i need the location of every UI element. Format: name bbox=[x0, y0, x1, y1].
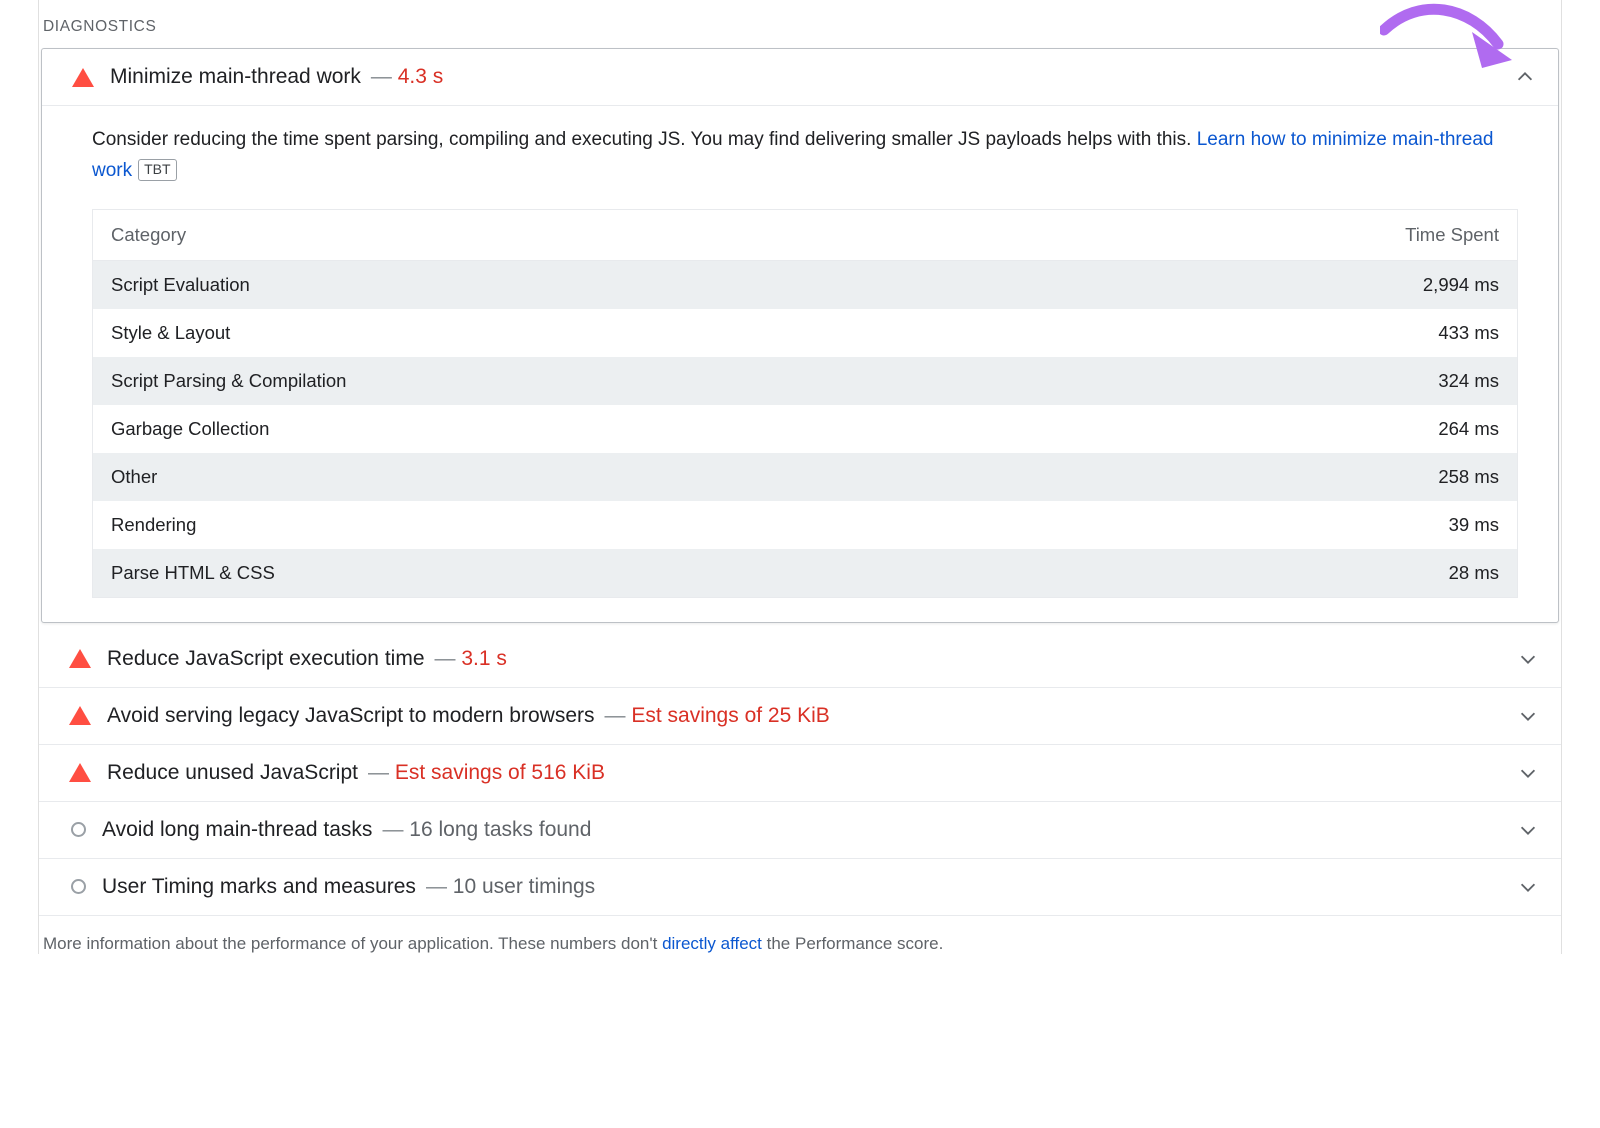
audit-title: Avoid long main-thread tasks bbox=[102, 817, 373, 841]
audit-value-dash: — bbox=[370, 65, 392, 88]
cell-time-spent: 258 ms bbox=[1438, 465, 1499, 487]
audit-user-timing-marks-and-measures[interactable] bbox=[39, 859, 1561, 916]
cell-category: Script Evaluation bbox=[111, 273, 250, 295]
chevron-down-icon[interactable] bbox=[1517, 762, 1539, 784]
audit-title: User Timing marks and measures bbox=[102, 874, 416, 898]
audit-header[interactable] bbox=[39, 802, 1561, 858]
fail-triangle-icon bbox=[72, 68, 94, 87]
table-head bbox=[93, 209, 1518, 260]
diagnostics-panel bbox=[38, 0, 1562, 954]
cell-time-spent: 39 ms bbox=[1448, 513, 1499, 535]
audit-title: Minimize main-thread work bbox=[110, 65, 361, 88]
cell-time-spent: 2,994 ms bbox=[1422, 273, 1499, 295]
info-circle-icon bbox=[71, 879, 86, 894]
info-circle-icon bbox=[71, 822, 86, 837]
table-row bbox=[93, 309, 1518, 357]
cell-time-spent: 264 ms bbox=[1438, 417, 1499, 439]
table-row bbox=[93, 549, 1518, 598]
audit-value-dash: — bbox=[425, 874, 447, 898]
cell-time-spent: 433 ms bbox=[1438, 321, 1499, 343]
chevron-down-icon[interactable] bbox=[1517, 819, 1539, 841]
audit-avoid-legacy-javascript[interactable] bbox=[39, 688, 1561, 745]
table-body bbox=[93, 260, 1518, 597]
footer-text-before: More information about the performance of your application. These numbers don't bbox=[43, 933, 663, 953]
audit-value-dash: — bbox=[604, 703, 626, 727]
section-title: DIAGNOSTICS bbox=[43, 18, 157, 35]
fail-triangle-icon bbox=[69, 706, 91, 725]
cell-category: Rendering bbox=[111, 513, 197, 535]
audit-value-text: 10 user timings bbox=[452, 874, 596, 898]
audit-reduce-javascript-execution-time[interactable] bbox=[39, 631, 1561, 688]
audit-minimize-main-thread-work[interactable] bbox=[41, 48, 1559, 623]
cell-time-spent: 324 ms bbox=[1438, 369, 1499, 391]
audit-value bbox=[426, 875, 595, 899]
audit-reduce-unused-javascript[interactable] bbox=[39, 745, 1561, 802]
audit-title: Avoid serving legacy JavaScript to modern browsers bbox=[107, 703, 595, 727]
audit-description-text: Consider reducing the time spent parsing, compiling and executing JS. You may find delivering smaller JS payloads helps with this. bbox=[92, 129, 1197, 150]
audit-title: Reduce JavaScript execution time bbox=[107, 646, 425, 670]
diagnostics-footer-note bbox=[39, 916, 1561, 954]
column-header-time-spent: Time Spent bbox=[1056, 209, 1518, 260]
audit-value-dash: — bbox=[382, 817, 404, 841]
fail-triangle-icon bbox=[69, 763, 91, 782]
fail-triangle-icon bbox=[69, 649, 91, 668]
audit-description bbox=[92, 124, 1512, 187]
audit-title: Reduce unused JavaScript bbox=[107, 760, 358, 784]
audit-header[interactable] bbox=[39, 631, 1561, 687]
table-row bbox=[93, 501, 1518, 549]
chevron-down-icon[interactable] bbox=[1517, 876, 1539, 898]
chevron-up-icon[interactable] bbox=[1514, 66, 1536, 88]
audit-value bbox=[382, 818, 591, 842]
metric-chip-tbt: TBT bbox=[138, 159, 176, 181]
column-header-category: Category bbox=[93, 209, 1056, 260]
audit-header[interactable] bbox=[39, 688, 1561, 744]
audit-value bbox=[368, 761, 605, 785]
collapsed-audit-list bbox=[39, 631, 1561, 916]
audit-value-dash: — bbox=[368, 760, 389, 784]
audit-value-text: Est savings of 25 KiB bbox=[631, 703, 830, 727]
audit-value bbox=[435, 647, 507, 671]
audit-header[interactable] bbox=[42, 49, 1558, 106]
table-row bbox=[93, 405, 1518, 453]
audit-value bbox=[605, 704, 830, 728]
audit-header[interactable] bbox=[39, 859, 1561, 915]
directly-affect-link[interactable]: directly affect bbox=[662, 933, 762, 953]
main-thread-breakdown-table bbox=[92, 209, 1518, 598]
audit-value-text: 16 long tasks found bbox=[409, 817, 592, 841]
audit-value-text: 3.1 s bbox=[461, 646, 507, 670]
cell-category: Parse HTML & CSS bbox=[111, 561, 275, 583]
cell-category: Style & Layout bbox=[111, 321, 231, 343]
audit-value bbox=[371, 65, 443, 89]
table-row bbox=[93, 260, 1518, 309]
table-header-row bbox=[93, 209, 1518, 260]
audit-body bbox=[42, 106, 1558, 622]
learn-more-link[interactable]: Learn how to minimize main-thread work bbox=[92, 129, 1494, 182]
audit-value-dash: — bbox=[434, 646, 456, 670]
chevron-down-icon[interactable] bbox=[1517, 648, 1539, 670]
cell-time-spent: 28 ms bbox=[1448, 561, 1499, 583]
audit-header[interactable] bbox=[39, 745, 1561, 801]
audit-avoid-long-main-thread-tasks[interactable] bbox=[39, 802, 1561, 859]
table-row bbox=[93, 453, 1518, 501]
audit-value-text: Est savings of 516 KiB bbox=[394, 760, 605, 784]
cell-category: Other bbox=[111, 465, 158, 487]
table-row bbox=[93, 357, 1518, 405]
audit-value-text: 4.3 s bbox=[397, 65, 444, 88]
cell-category: Garbage Collection bbox=[111, 417, 270, 439]
chevron-down-icon[interactable] bbox=[1517, 705, 1539, 727]
cell-category: Script Parsing & Compilation bbox=[111, 369, 347, 391]
footer-text-after: the Performance score. bbox=[761, 933, 944, 953]
